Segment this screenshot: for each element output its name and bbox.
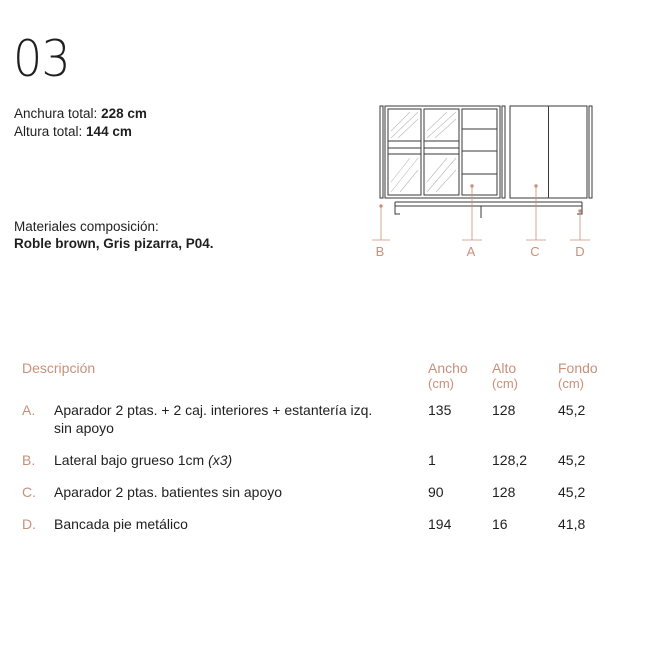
- components-table: [22, 360, 618, 539]
- furniture-drawing: [360, 98, 600, 264]
- row-description: Lateral bajo grueso 1cm (x3): [54, 452, 233, 468]
- table-row: B. Lateral bajo grueso 1cm (x3) 1 128,2 45,2: [22, 443, 618, 475]
- callout-a: A: [466, 244, 476, 259]
- total-height: Altura total: 144 cm: [14, 124, 132, 139]
- callout-b: B: [375, 244, 385, 259]
- table-header: [22, 360, 618, 391]
- header-description: Descripción: [22, 360, 96, 376]
- total-dimensions: [14, 105, 147, 141]
- row-description: Aparador 2 ptas. batientes sin apoyo: [54, 484, 283, 500]
- total-width: Anchura total: 228 cm: [14, 106, 147, 121]
- row-description: Bancada pie metálico: [54, 516, 188, 532]
- materials-label: Materiales composición:: [14, 219, 159, 234]
- row-description: Aparador 2 ptas. + 2 caj. interiores + estantería izq. sin apoyo: [54, 402, 373, 436]
- header-width: Ancho (cm): [428, 360, 468, 391]
- table-row: D. Bancada pie metálico 194 16 41,8: [22, 507, 618, 539]
- callout-d: D: [575, 244, 585, 259]
- composition-number: 03: [13, 30, 70, 88]
- table-row: A. Aparador 2 ptas. + 2 caj. interiores + estantería izq. sin apoyo 135 128 45,2: [22, 391, 618, 443]
- header-height: Alto (cm): [492, 360, 518, 391]
- header-depth: Fondo (cm): [558, 360, 598, 391]
- table-row: C. Aparador 2 ptas. batientes sin apoyo 90 128 45,2: [22, 475, 618, 507]
- callout-c: C: [530, 244, 540, 259]
- materials-value: Roble brown, Gris pizarra, P04.: [14, 236, 214, 251]
- materials: [14, 218, 214, 252]
